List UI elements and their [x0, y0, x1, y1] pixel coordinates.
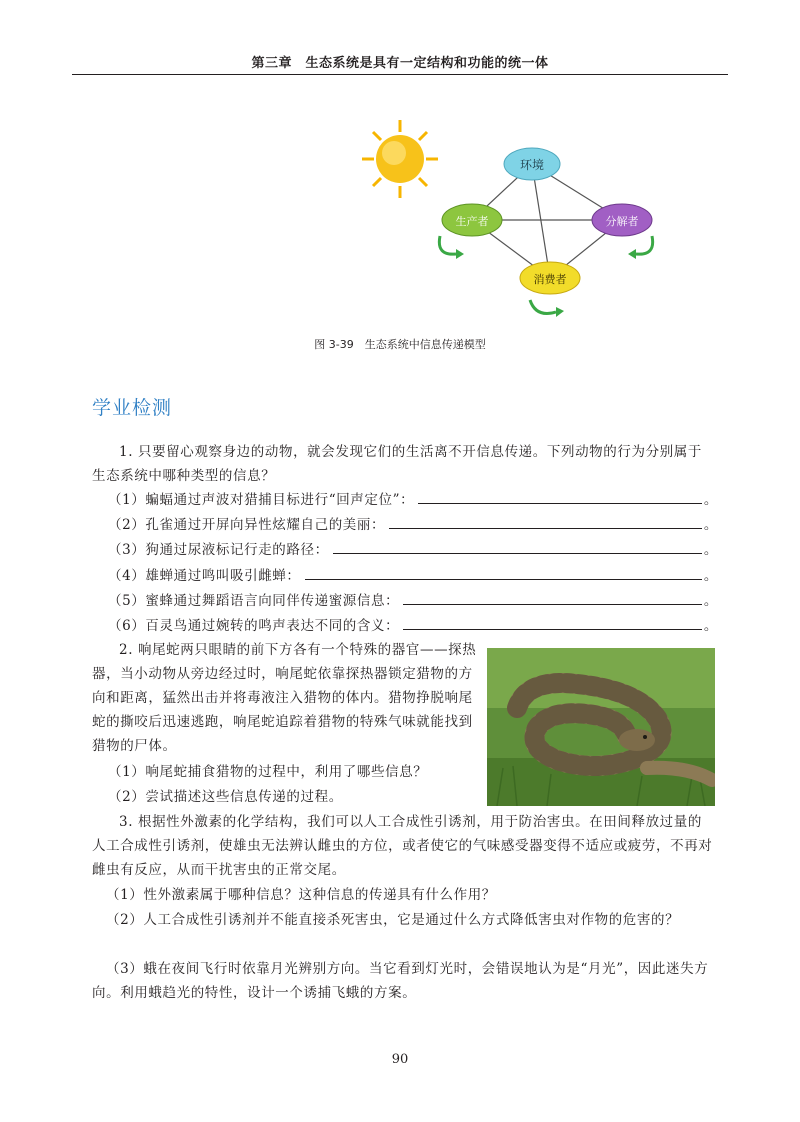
end-mark: 。 — [703, 568, 718, 584]
node-decomposer — [592, 204, 652, 236]
q1-item-6 — [108, 614, 718, 638]
answer-blank[interactable] — [418, 489, 702, 504]
section-title: 学业检测 — [92, 397, 173, 419]
svg-text:分解者: 分解者 — [605, 215, 639, 228]
arrow-head-icon — [628, 249, 636, 259]
answer-blank[interactable] — [403, 615, 702, 630]
node-environment — [504, 148, 560, 180]
end-mark: 。 — [703, 517, 718, 533]
arrow-head-icon — [456, 249, 464, 259]
node-producer — [442, 204, 502, 236]
figure-caption: 图 3-39 生态系统中信息传递模型 — [314, 338, 486, 351]
q2-sub-1: （1）响尾蛇捕食猎物的过程中，利用了哪些信息？ — [108, 764, 428, 780]
end-mark: 。 — [703, 492, 718, 508]
rattlesnake-photo — [487, 648, 715, 806]
q1-item-2-label: （2）孔雀通过开屏向异性炫耀自己的美丽： — [108, 517, 386, 533]
svg-text:环境: 环境 — [519, 158, 545, 172]
answer-blank[interactable] — [305, 565, 702, 580]
q1-item-4-label: （4）雄蝉通过鸣叫吸引雌蝉： — [108, 568, 301, 584]
q3-stem: 3. 根据性外激素的化学结构，我们可以人工合成性引诱剂，用于防治害虫。在田间释放过量的人工合成性引诱剂，使雄虫无法辨认雌虫的方位，或者使它的气味感受器变得不适应或疲劳，不再对雌虫有反应，从而干扰害虫的正常交尾。 — [92, 814, 713, 878]
q1-item-4 — [108, 564, 718, 588]
answer-blank[interactable] — [389, 514, 702, 529]
q3-sub-1: （1）性外激素属于哪种信息？这种信息的传递具有什么作用？ — [106, 887, 496, 903]
end-mark: 。 — [703, 593, 718, 609]
q1-item-1 — [108, 488, 718, 512]
q1-stem: 1. 只要留心观察身边的动物，就会发现它们的生活离不开信息传递。下列动物的行为分别属于生态系统中哪种类型的信息？ — [92, 444, 702, 484]
q1-item-3-label: （3）狗通过尿液标记行走的路径： — [108, 542, 329, 558]
q2-sub-2: （2）尝试描述这些信息传递的过程。 — [108, 789, 343, 805]
arrow-head-icon — [556, 307, 564, 317]
q1-item-5 — [108, 589, 718, 613]
svg-text:消费者: 消费者 — [533, 273, 567, 286]
q1-item-6-label: （6）百灵鸟通过婉转的鸣声表达不同的含义： — [108, 618, 400, 634]
node-consumer — [520, 262, 580, 294]
q1-item-5-label: （5）蜜蜂通过舞蹈语言向同伴传递蜜源信息： — [108, 593, 400, 609]
answer-blank[interactable] — [333, 539, 702, 554]
q3-sub-2: （2）人工合成性引诱剂并不能直接杀死害虫，它是通过什么方式降低害虫对作物的危害的？ — [106, 912, 680, 928]
end-mark: 。 — [703, 542, 718, 558]
sun-icon — [362, 120, 438, 198]
info-transfer-diagram — [360, 118, 680, 328]
page-number: 90 — [391, 1052, 409, 1067]
answer-blank[interactable] — [403, 590, 702, 605]
q1-item-3 — [108, 538, 718, 562]
chapter-header: 第三章 生态系统是具有一定结构和功能的统一体 — [251, 56, 549, 71]
q3-sub-3: （3）蛾在夜间飞行时依靠月光辨别方向。当它看到灯光时，会错误地认为是“月光”，因此迷失方向。利用蛾趋光的特性，设计一个诱捕飞蛾的方案。 — [92, 961, 709, 1001]
header-rule — [72, 74, 728, 75]
end-mark: 。 — [703, 618, 718, 634]
q1-item-1-label: （1）蝙蝠通过声波对猎捕目标进行“回声定位”： — [108, 492, 415, 508]
q1-item-2 — [108, 513, 718, 537]
q2-stem: 2. 响尾蛇两只眼睛的前下方各有一个特殊的器官——探热器，当小动物从旁边经过时，响尾蛇依靠探热器锁定猎物的方向和距离，猛然出击并将毒液注入猎物的体内。猎物挣脱响尾蛇的撕咬后迅速逃跑，响尾蛇追踪着猎物的特殊气味就能找到猎物的尸体。 — [92, 642, 477, 754]
svg-text:生产者: 生产者 — [455, 215, 489, 228]
